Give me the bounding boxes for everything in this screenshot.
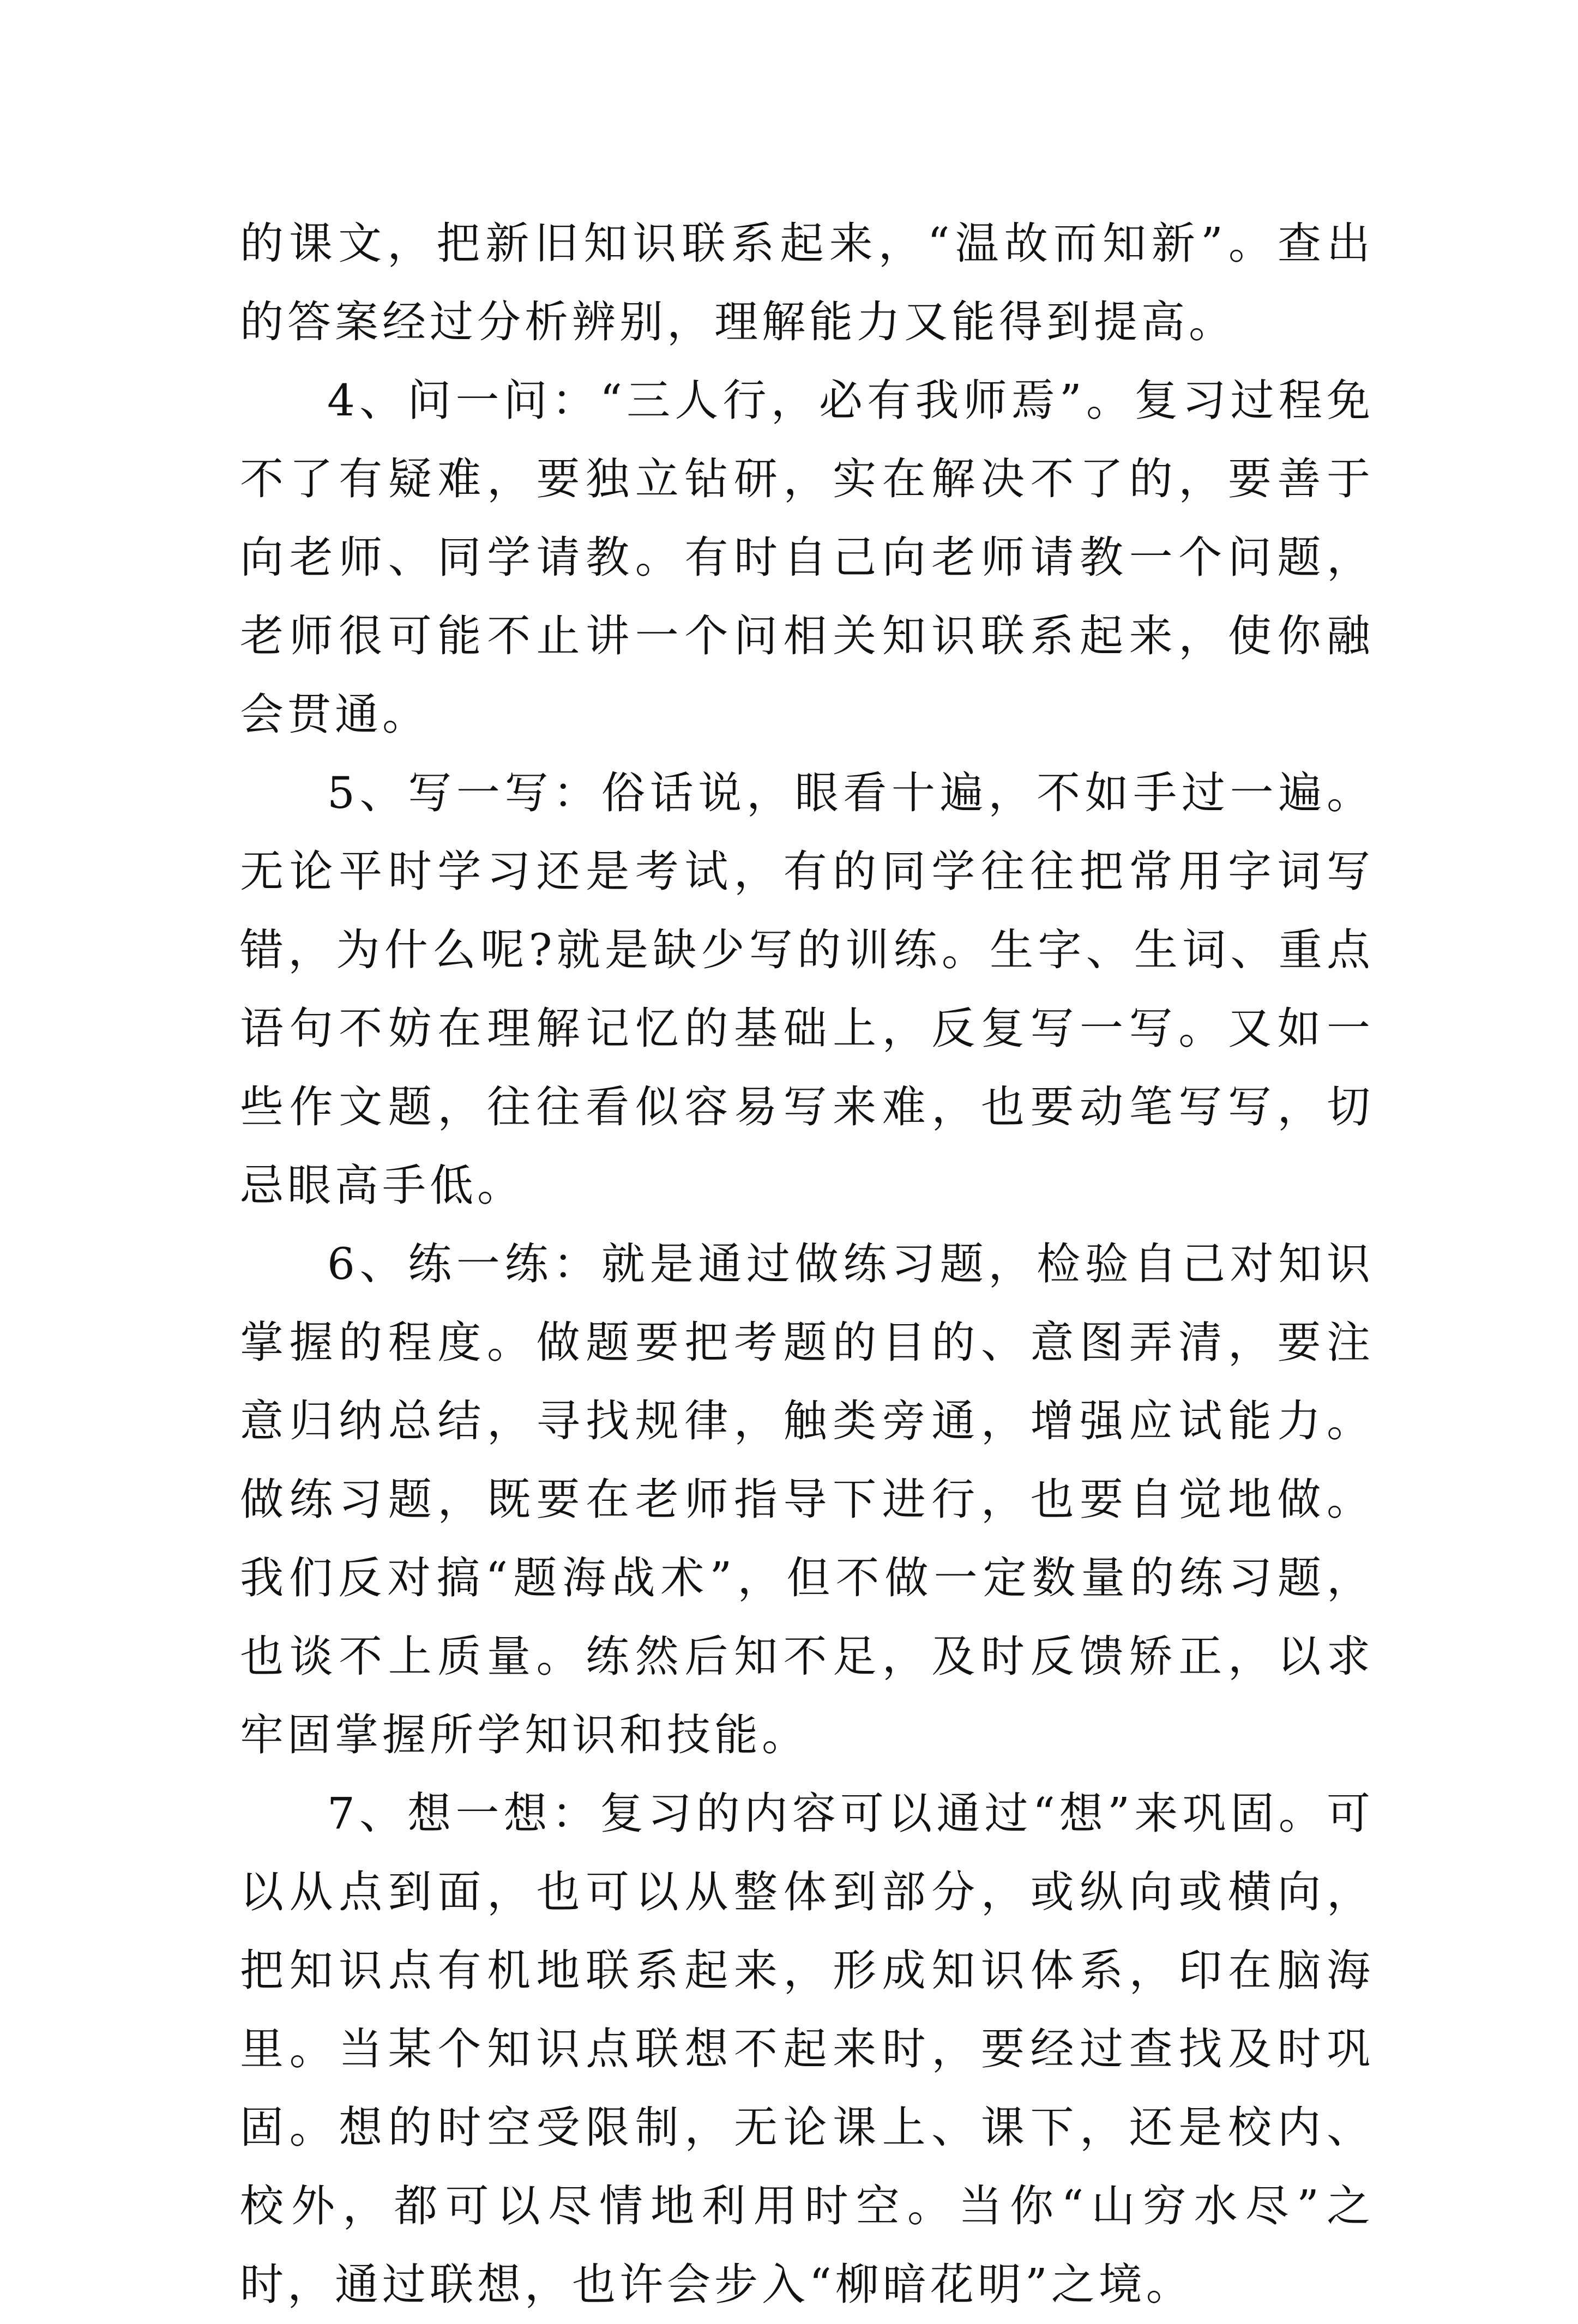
paragraph-write: 5、写一写：俗话说，眼看十遍，不如手过一遍。无论平时学习还是考试，有的同学往往把常用字词写错，为什么呢?就是缺少写的训练。生字、生词、重点语句不妨在理解记忆的基础上，反复写一写。又如一些作文题，往往看似容易写来难，也要动笔写写，切忌眼高手低。 — [240, 768, 1374, 1211]
document-body — [240, 204, 1374, 2324]
paragraph-practice: 6、练一练：就是通过做练习题，检验自己对知识掌握的程度。做题要把考题的目的、意图弄清，要注意归纳总结，寻找规律，触类旁通，增强应试能力。做练习题，既要在老师指导下进行，也要自觉地做。我们反对搞“题海战术”，但不做一定数量的练习题，也谈不上质量。练然后知不足，及时反馈矫正，以求牢固掌握所学知识和技能。 — [240, 1239, 1374, 1760]
paragraph-ask: 4、问一问：“三人行，必有我师焉”。复习过程免不了有疑难，要独立钻研，实在解决不了的，要善于向老师、同学请教。有时自己向老师请教一个问题，老师很可能不止讲一个问相关知识联系起来，使你融会贯通。 — [240, 375, 1374, 740]
paragraph-think: 7、想一想：复习的内容可以通过“想”来巩固。可以从点到面，也可以从整体到部分，或纵向或横向，把知识点有机地联系起来，形成知识体系，印在脑海里。当某个知识点联想不起来时，要经过查找及时巩固。想的时空受限制，无论课上、课下，还是校内、校外，都可以尽情地利用时空。当你“山穷水尽”之时，通过联想，也许会步入“柳暗花明”之境。 — [240, 1788, 1374, 2310]
paragraph-continuation: 的课文，把新旧知识联系起来，“温故而知新”。查出的答案经过分析辨别，理解能力又能得到提高。 — [240, 218, 1374, 347]
